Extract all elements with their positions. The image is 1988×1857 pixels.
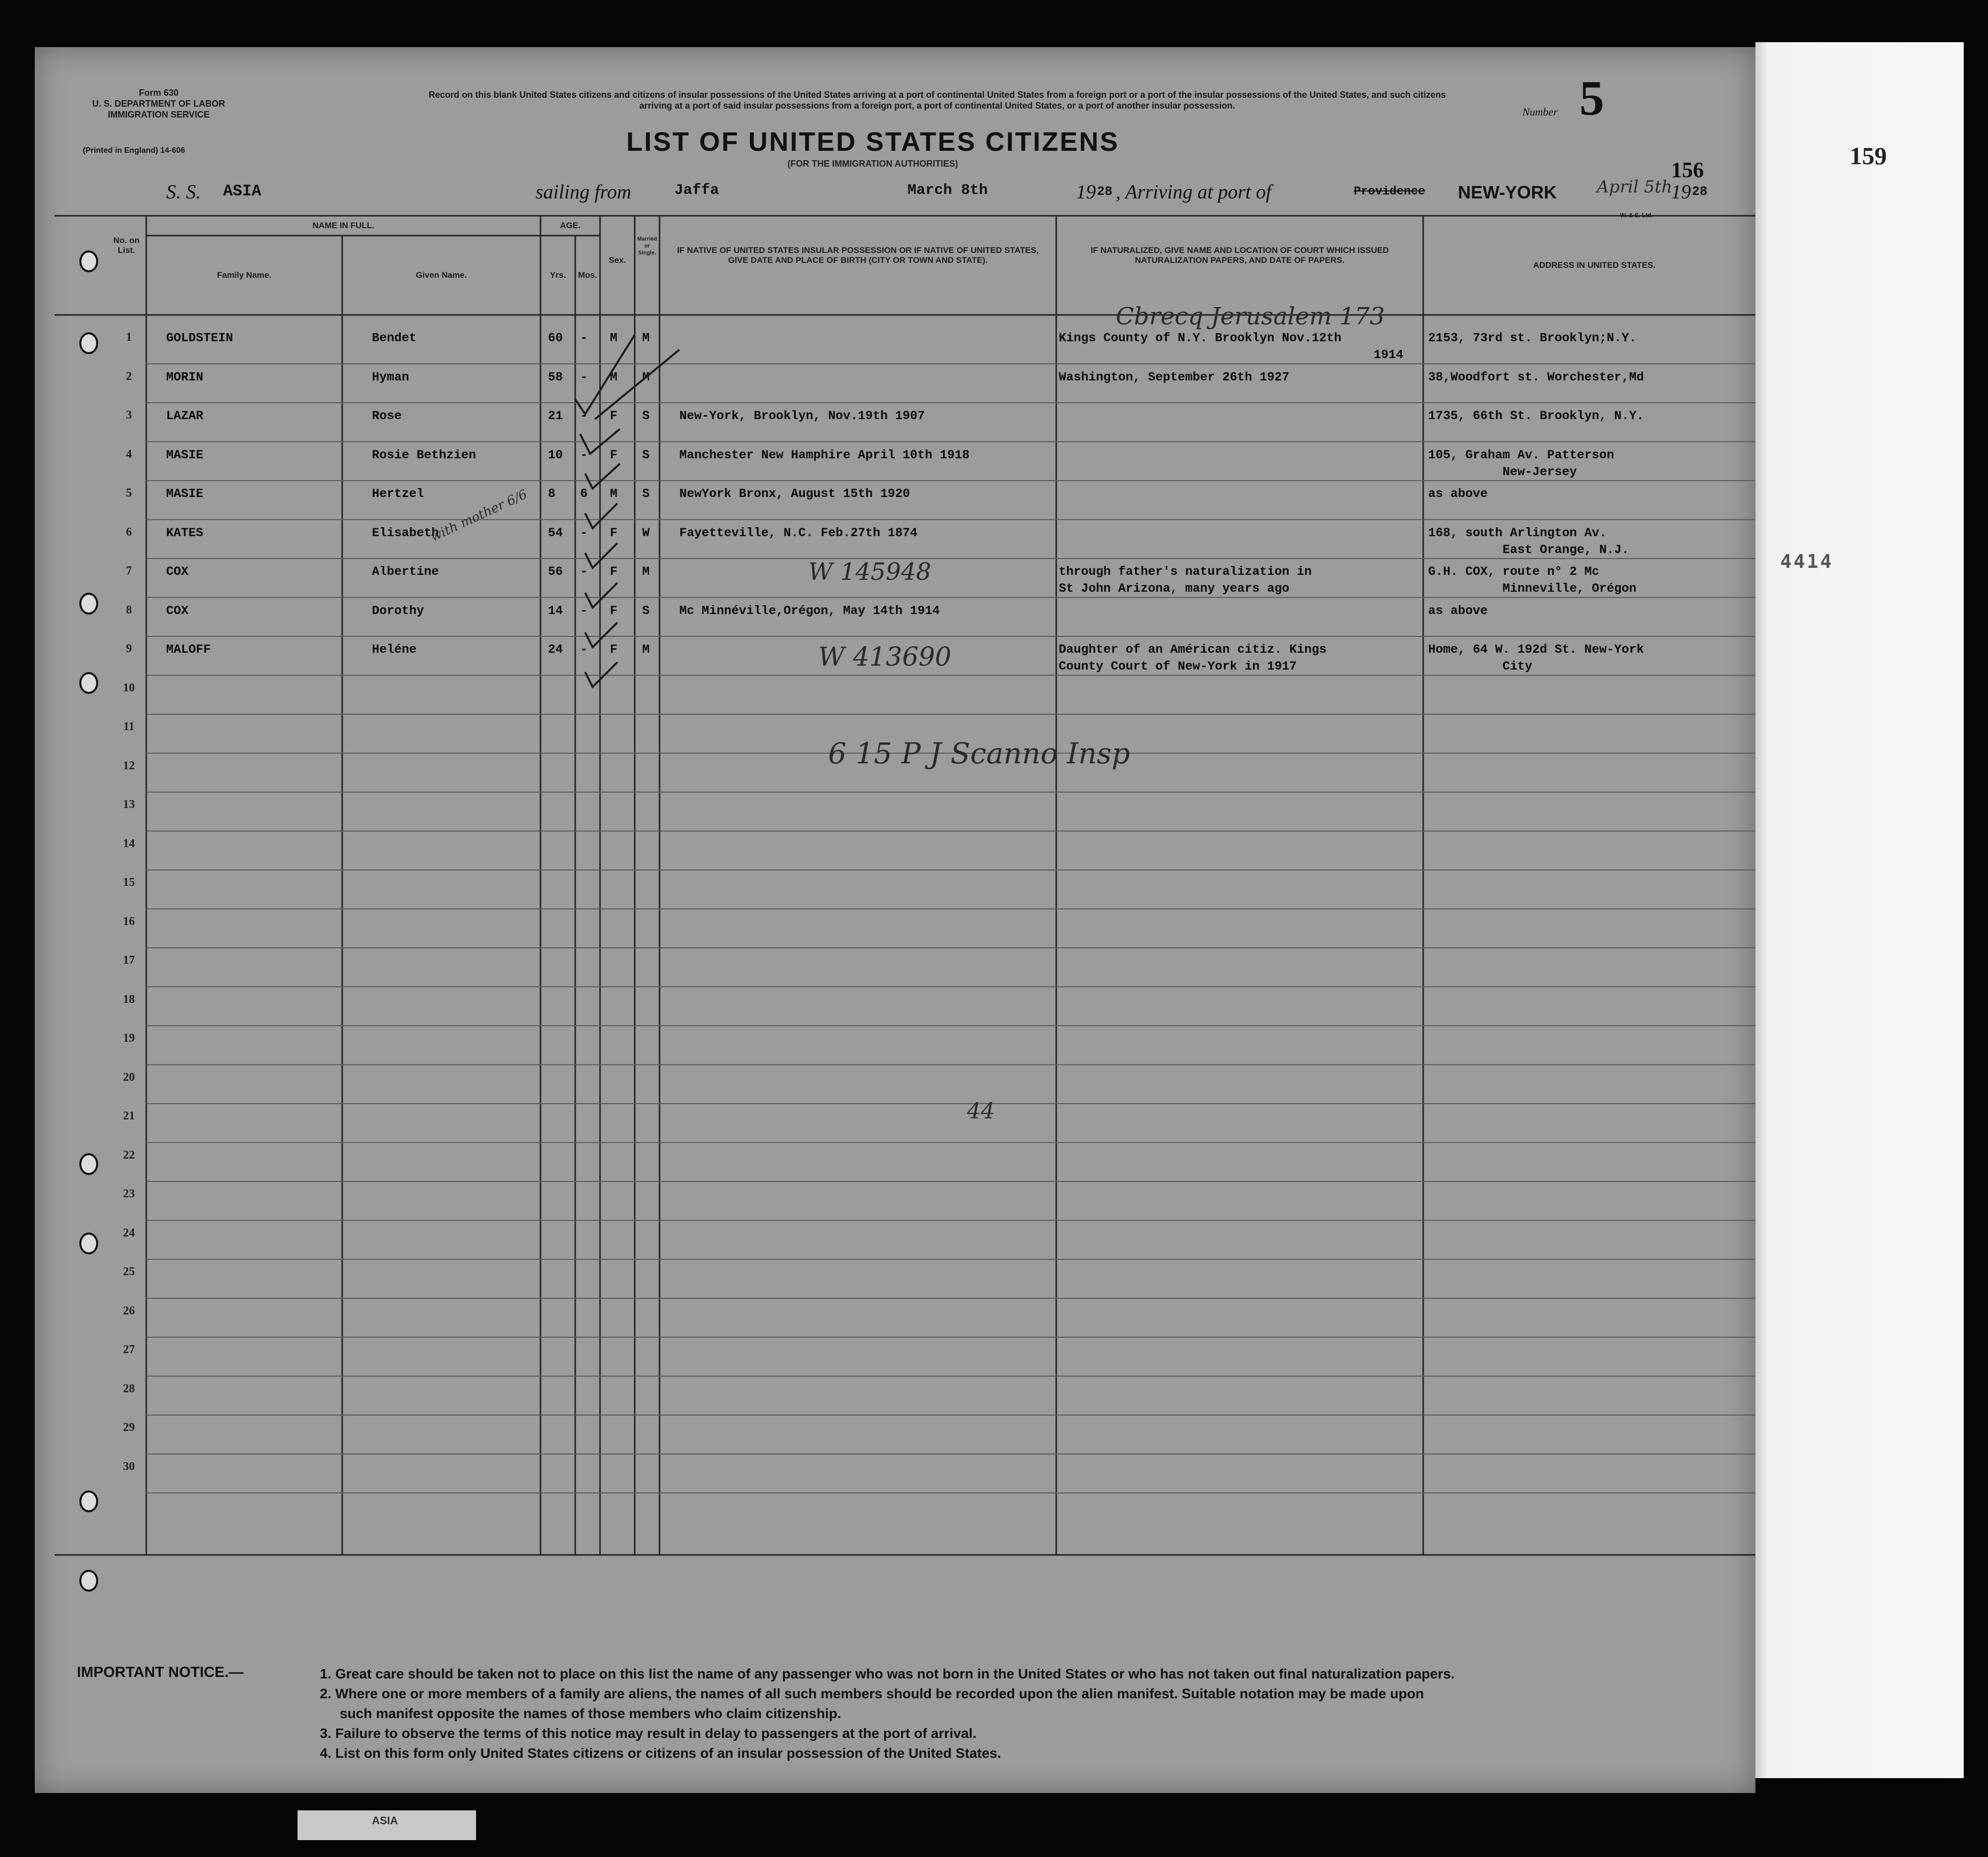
row-number: 23 [123,1187,135,1200]
notice-item-2-cont: such manifest opposite the names of those members who claim citizenship. [340,1706,842,1721]
marital-status: S [642,409,650,423]
printer-mark: W. & S. Ltd. [1620,212,1653,219]
given-name: Bendet [372,331,417,345]
page-subtitle: (FOR THE IMMIGRATION AUTHORITIES) [787,159,958,169]
given-name: Hyman [372,370,410,384]
sex: F [610,409,618,423]
checkmarks [531,305,729,712]
marital-status: S [642,447,650,462]
col-header-native: IF NATIVE OF UNITED STATES INSULAR POSSESSION OR IF NATIVE OF UNITED STATES, GIVE DATE AND PLACE OF BIRTH (CITY OR TOWN AND STATE). [677,246,1039,265]
marital-status: M [642,370,650,384]
col-header-name: NAME IN FULL. [312,221,374,230]
age-years: 8 [548,487,556,501]
us-address-cont: Minneville, Orégon [1503,581,1637,596]
given-name: Rosie Bethzien [372,447,477,462]
row-number: 3 [126,409,132,422]
given-name: Albertine [372,564,439,579]
age-years: 21 [548,409,563,423]
departure-port: Jaffa [674,182,720,199]
col-header-naturalized: IF NATURALIZED, GIVE NAME AND LOCATION OF COURT WHICH ISSUED NATURALIZATION PAPERS, AND DATE OF PAPERS. [1090,246,1389,265]
age-months: - [580,525,588,540]
age-years: 10 [548,447,563,462]
col-header-sex: Sex. [608,255,626,265]
us-address: as above [1428,603,1488,618]
age-years: 14 [548,603,563,618]
age-years: 56 [548,564,563,579]
col-header-age: AGE. [560,221,581,230]
row-number: 2 [126,370,132,383]
sex: F [610,525,618,540]
punch-hole [79,1570,98,1592]
birth-place-date: New-York, Brooklyn, Nov.19th 1907 [679,409,925,423]
col-header-married: Married or Single. [637,236,657,256]
inspector-signature: 6 15 P J Scanno Insp [828,737,1130,770]
handwritten-note-row4: with mother 6/6 [428,487,530,545]
naturalization-court: Kings County of N.Y. Brooklyn Nov.12th [1059,331,1342,345]
family-name: MASIE [166,447,204,462]
page-tab-label: ASIA [372,1814,398,1827]
us-address: as above [1428,487,1488,501]
row-number: 8 [126,603,132,617]
col-header-address: ADDRESS IN UNITED STATES. [1533,260,1656,270]
marital-status: W [642,525,650,540]
sex: M [610,487,618,501]
departure-date: March 8th [907,182,988,199]
sex: M [610,331,618,345]
punch-hole [79,1490,98,1512]
age-months: - [580,603,588,618]
marital-status: S [642,487,650,501]
age-months: - [580,447,588,462]
page-title: LIST OF UNITED STATES CITIZENS [626,127,1119,157]
manifest-form [35,47,1755,1793]
adjacent-page [1755,42,1964,1778]
punch-hole [79,250,98,272]
family-name: MASIE [166,487,204,501]
family-name: MALOFF [166,642,211,657]
row-number: 4 [126,447,132,461]
row-number: 19 [123,1032,135,1045]
row-number: 15 [123,876,135,889]
handwritten-cert-row9: W 413690 [818,642,952,672]
age-years: 54 [548,525,563,540]
col-header-mos: Mos. [578,270,598,280]
row-number: 18 [123,992,135,1006]
given-name: Heléne [372,642,417,657]
age-years: 24 [548,642,563,657]
age-months: - [580,642,588,657]
row-number: 5 [126,487,132,499]
birth-place-date: Manchester New Hamphire April 10th 1918 [679,447,970,462]
us-address: G.H. COX, route n° 2 Mc [1428,564,1600,579]
row-number: 13 [123,798,135,811]
sex: F [610,447,618,462]
marital-status: M [642,564,650,579]
birth-place-date: Fayetteville, N.C. Feb.27th 1874 [679,525,918,540]
row-number: 25 [123,1265,135,1278]
us-address: 105, Graham Av. Patterson [1428,447,1615,462]
us-address-cont: New-Jersey [1503,464,1577,479]
age-months: - [580,331,588,345]
naturalization-court: Washington, September 26th 1927 [1059,370,1290,384]
row-number: 21 [123,1110,135,1122]
us-address: Home, 64 W. 192d St. New-York [1428,642,1644,657]
given-name: Elisabeth [372,525,439,540]
row-number: 12 [123,759,135,772]
naturalization-court-cont: County Court of New-York in 1917 [1059,659,1297,674]
row-number: 6 [126,525,132,539]
row-number: 7 [126,564,132,577]
row-number: 16 [123,915,135,928]
record-instructions: Record on this blank United States citizens and citizens of insular possessions of the United States arriving at a port of continental United States from a foreign port or a port of the insular possessions of the United States, and such citizens arriving at a port of said insular possessions from a foreign port, a port of continental United States, or a port of another insular possession. [428,90,1446,111]
handwritten-cert-row7: W 145948 [808,558,931,586]
sex: F [610,642,618,657]
naturalization-court-cont: St John Arizona, many years ago [1059,581,1290,596]
arrival-year-suffix: 28 [1692,184,1708,199]
printed-note: (Printed in England) 14-606 [82,146,185,155]
col-header-family: Family Name. [217,270,272,280]
naturalization-court: through father's naturalization in [1059,564,1312,579]
service: IMMIGRATION SERVICE [108,110,210,120]
sailing-label: sailing from [536,181,631,203]
struck-port: Providence [1354,185,1426,198]
arrival-port: NEW-YORK [1458,182,1557,202]
table-grid [35,47,1755,1634]
center-mark: 44 [967,1099,995,1124]
naturalization-court: Daughter of an Américan citiz. Kings [1059,642,1327,657]
page-tab [298,1810,476,1840]
notice-item-2: 2. Where one or more members of a family are aliens, the names of all such members should be recorded upon the alien manifest. Suitable notation may be made upon [320,1686,1424,1701]
sex: M [610,370,618,384]
us-address-cont: East Orange, N.J. [1503,542,1629,557]
row-number: 9 [126,642,132,655]
naturalization-court-cont: 1914 [1374,348,1404,362]
adjacent-page-number: 159 [1850,142,1887,170]
birth-place-date: Mc Minnéville,Orégon, May 14th 1914 [679,603,940,618]
age-months: - [580,370,588,384]
adjacent-page-stamp: 4414 [1780,551,1834,572]
punch-hole [79,1233,98,1254]
family-name: GOLDSTEIN [166,331,234,345]
col-header-no: No. on List. [113,236,140,255]
department: U. S. DEPARTMENT OF LABOR [92,99,225,109]
col-header-given: Given Name. [416,270,467,280]
form-number: Form 630 [138,88,179,98]
row-number: 26 [123,1304,135,1317]
marital-status: M [642,331,650,345]
row-number: 20 [123,1070,135,1084]
row-number: 11 [123,720,135,733]
marital-status: S [642,603,650,618]
row-number: 27 [123,1343,135,1356]
punch-hole [79,332,98,354]
page-stamp-number: 156 [1671,158,1704,182]
col-header-yrs: Yrs. [549,270,566,280]
birth-place-date: NewYork Bronx, August 15th 1920 [679,487,910,501]
handwritten-note-row1: Cbrecq Jerusalem 173 [1116,303,1385,330]
year-prefix: 19 [1076,181,1096,203]
notice-item-3: 3. Failure to observe the terms of this notice may result in delay to passengers at the port of arrival. [320,1726,977,1741]
row-number: 29 [123,1421,135,1434]
row-number: 17 [123,954,135,967]
given-name: Rose [372,409,402,423]
number-label: Number [1522,106,1558,118]
punch-hole [79,1153,98,1175]
us-address-cont: City [1503,659,1533,674]
arriving-label: , Arriving at port of [1116,181,1271,203]
row-number: 22 [123,1148,135,1162]
age-years: 60 [548,331,563,345]
arrival-year-prefix: 19 [1671,181,1691,203]
list-number: 5 [1579,70,1604,125]
row-number: 28 [123,1382,135,1395]
notice-title: IMPORTANT NOTICE.— [77,1664,244,1680]
row-number: 24 [123,1226,135,1239]
ss-label: S. S. [166,181,201,203]
age-years: 58 [548,370,563,384]
age-months: - [580,409,588,423]
row-number: 1 [126,331,132,344]
family-name: COX [166,564,189,579]
family-name: MORIN [166,370,204,384]
sex: F [610,564,618,579]
us-address: 2153, 73rd st. Brooklyn;N.Y. [1428,331,1637,345]
us-address: 38,Woodfort st. Worchester,Md [1428,370,1644,384]
notice-item-4: 4. List on this form only United States citizens or citizens of an insular possession of the United States. [320,1745,1001,1761]
given-name: Dorothy [372,603,424,618]
row-number: 10 [123,681,135,694]
ship-name: ASIA [223,182,261,200]
row-number: 14 [123,837,135,850]
given-name: Hertzel [372,487,424,501]
family-name: KATES [166,525,204,540]
us-address: 1735, 66th St. Brooklyn, N.Y. [1428,409,1644,423]
marital-status: M [642,642,650,657]
year-suffix: 28 [1097,184,1113,199]
family-name: LAZAR [166,409,204,423]
age-months: - [580,564,588,579]
row-number: 30 [123,1460,135,1473]
us-address: 168, south Arlington Av. [1428,525,1607,540]
arrival-date: April 5th [1597,177,1673,197]
sex: F [610,603,618,618]
notice-item-1: 1. Great care should be taken not to place on this list the name of any passenger who was not born in the United States or who has not taken out final naturalization papers. [320,1666,1455,1681]
age-months: 6 [580,487,588,501]
punch-hole [79,593,98,615]
family-name: COX [166,603,189,618]
punch-hole [79,672,98,694]
